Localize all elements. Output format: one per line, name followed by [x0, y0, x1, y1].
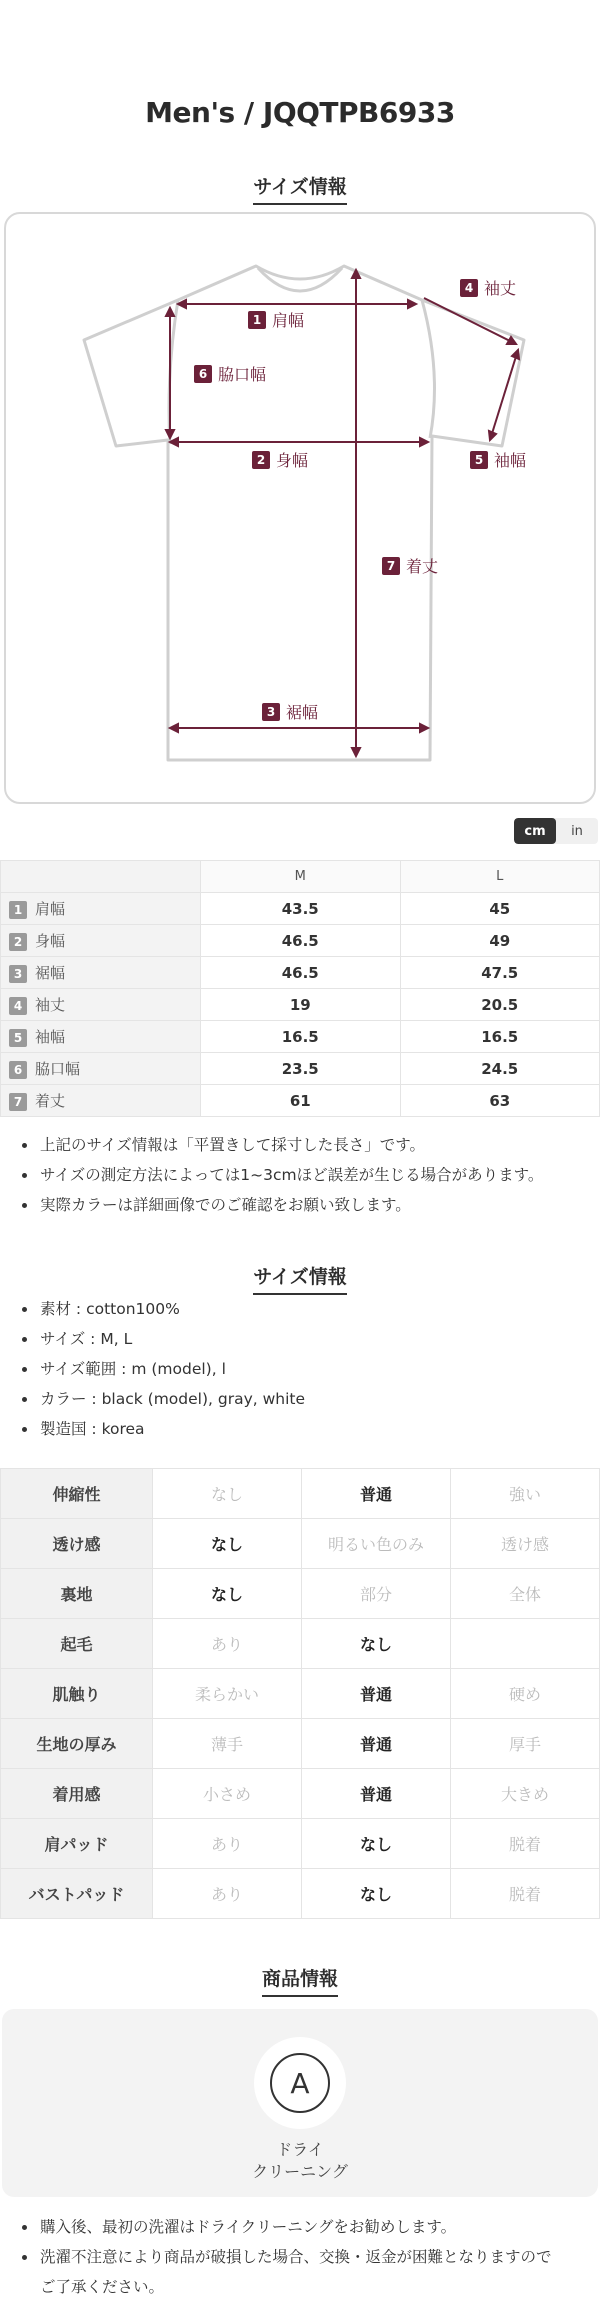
product-info-heading	[0, 1964, 600, 1997]
list-item: 実際カラーは詳細画像でのご確認をお願い致します。	[18, 1190, 588, 1220]
fabric-option-selected: なし	[302, 1819, 451, 1869]
table-cell: 16.5	[201, 1021, 401, 1053]
fabric-option-selected: 普通	[302, 1719, 451, 1769]
fabric-option-selected: なし	[153, 1519, 302, 1569]
table-row	[1, 1569, 600, 1619]
row-label: 2 身幅	[1, 925, 201, 957]
table-row	[1, 1719, 600, 1769]
fabric-option: 強い	[451, 1469, 600, 1519]
fabric-option: 小さめ	[153, 1769, 302, 1819]
table-cell: 19	[201, 989, 401, 1021]
unit-cm-button[interactable]: cm	[514, 818, 556, 844]
list-item: サイズ : M, L	[18, 1324, 588, 1354]
list-item: 上記のサイズ情報は「平置きして採寸した長さ」です。	[18, 1130, 588, 1160]
fabric-option: あり	[153, 1819, 302, 1869]
diagram-label-armhole: 6 脇口幅	[194, 362, 266, 385]
care-label: ドライ クリーニング	[252, 2140, 348, 2181]
fabric-option-selected: なし	[153, 1569, 302, 1619]
size-info-heading-2	[0, 1262, 600, 1295]
diagram-label-shoulder: 1 肩幅	[248, 308, 304, 331]
care-instructions-box	[2, 2009, 598, 2197]
product-info-heading-text: 商品情報	[262, 1964, 338, 1997]
fabric-option: 脱着	[451, 1819, 600, 1869]
table-cell: 46.5	[201, 925, 401, 957]
size-table	[0, 860, 600, 1117]
table-cell: 46.5	[201, 957, 401, 989]
size-column-header: L	[400, 861, 600, 893]
table-row	[1, 925, 600, 957]
fabric-label: 肩パッド	[1, 1819, 153, 1869]
size-table-corner	[1, 861, 201, 893]
fabric-option: 全体	[451, 1569, 600, 1619]
fabric-option-selected: なし	[302, 1619, 451, 1669]
fabric-option: 透け感	[451, 1519, 600, 1569]
fabric-option: 脱着	[451, 1869, 600, 1919]
fabric-option: 部分	[302, 1569, 451, 1619]
fabric-option-selected: 普通	[302, 1469, 451, 1519]
fabric-label: 着用感	[1, 1769, 153, 1819]
unit-toggle	[514, 818, 598, 844]
table-cell: 47.5	[400, 957, 600, 989]
diagram-label-length: 7 着丈	[382, 554, 438, 577]
fabric-option-selected: 普通	[302, 1669, 451, 1719]
table-cell: 63	[400, 1085, 600, 1117]
list-item: カラー : black (model), gray, white	[18, 1384, 588, 1414]
fabric-table	[0, 1468, 600, 1919]
row-label: 7 着丈	[1, 1085, 201, 1117]
table-row	[1, 1669, 600, 1719]
dry-cleaning-icon	[254, 2037, 346, 2129]
table-cell: 20.5	[400, 989, 600, 1021]
fabric-label: 起毛	[1, 1619, 153, 1669]
size-table-header	[1, 861, 600, 893]
fabric-label: バストパッド	[1, 1869, 153, 1919]
fabric-label: 裏地	[1, 1569, 153, 1619]
care-notes-list	[18, 2212, 588, 2302]
table-cell: 45	[400, 893, 600, 925]
size-column-header: M	[201, 861, 401, 893]
product-title: Men's / JQQTPB6933	[145, 96, 455, 129]
fabric-option: 明るい色のみ	[302, 1519, 451, 1569]
table-row	[1, 1085, 600, 1117]
table-row	[1, 1769, 600, 1819]
spec-list	[18, 1294, 588, 1444]
unit-in-button[interactable]: in	[571, 823, 583, 839]
table-row	[1, 1519, 600, 1569]
list-item: 製造国 : korea	[18, 1414, 588, 1444]
care-symbol: A	[270, 2053, 330, 2113]
table-row	[1, 989, 600, 1021]
table-cell: 49	[400, 925, 600, 957]
table-row	[1, 1819, 600, 1869]
fabric-option: あり	[153, 1869, 302, 1919]
fabric-label: 生地の厚み	[1, 1719, 153, 1769]
row-label: 1 肩幅	[1, 893, 201, 925]
list-item: サイズ範囲 : m (model), l	[18, 1354, 588, 1384]
size-info-heading	[0, 172, 600, 205]
fabric-option-selected: なし	[302, 1869, 451, 1919]
size-diagram	[4, 212, 596, 804]
diagram-label-sleeve-width: 5 袖幅	[470, 448, 526, 471]
fabric-option: あり	[153, 1619, 302, 1669]
table-row	[1, 1053, 600, 1085]
row-label: 6 脇口幅	[1, 1053, 201, 1085]
fabric-label: 伸縮性	[1, 1469, 153, 1519]
list-item: 洗濯不注意により商品が破損した場合、交換・返金が困難となりますので ご了承ください。	[18, 2242, 588, 2302]
size-notes-list	[18, 1130, 588, 1220]
diagram-label-sleeve-length: 4 袖丈	[460, 276, 516, 299]
fabric-option: 厚手	[451, 1719, 600, 1769]
fabric-option	[451, 1619, 600, 1669]
row-label: 4 袖丈	[1, 989, 201, 1021]
fabric-option: なし	[153, 1469, 302, 1519]
fabric-option: 硬め	[451, 1669, 600, 1719]
list-item: サイズの測定方法によっては1~3cmほど誤差が生じる場合があります。	[18, 1160, 588, 1190]
diagram-label-chest: 2 身幅	[252, 448, 308, 471]
table-row	[1, 1869, 600, 1919]
table-cell: 24.5	[400, 1053, 600, 1085]
fabric-option: 柔らかい	[153, 1669, 302, 1719]
row-label: 5 袖幅	[1, 1021, 201, 1053]
size-info-heading-2-text: サイズ情報	[253, 1262, 346, 1295]
fabric-option-selected: 普通	[302, 1769, 451, 1819]
fabric-label: 透け感	[1, 1519, 153, 1569]
diagram-label-hem: 3 裾幅	[262, 700, 318, 723]
table-row	[1, 1469, 600, 1519]
table-cell: 61	[201, 1085, 401, 1117]
fabric-label: 肌触り	[1, 1669, 153, 1719]
table-row	[1, 1619, 600, 1669]
table-row	[1, 957, 600, 989]
fabric-option: 薄手	[153, 1719, 302, 1769]
table-row	[1, 893, 600, 925]
list-item: 素材 : cotton100%	[18, 1294, 588, 1324]
list-item: 購入後、最初の洗濯はドライクリーニングをお勧めします。	[18, 2212, 588, 2242]
fabric-option: 大きめ	[451, 1769, 600, 1819]
size-info-heading-text: サイズ情報	[253, 172, 346, 205]
table-row	[1, 1021, 600, 1053]
table-cell: 43.5	[201, 893, 401, 925]
row-label: 3 裾幅	[1, 957, 201, 989]
table-cell: 23.5	[201, 1053, 401, 1085]
table-cell: 16.5	[400, 1021, 600, 1053]
